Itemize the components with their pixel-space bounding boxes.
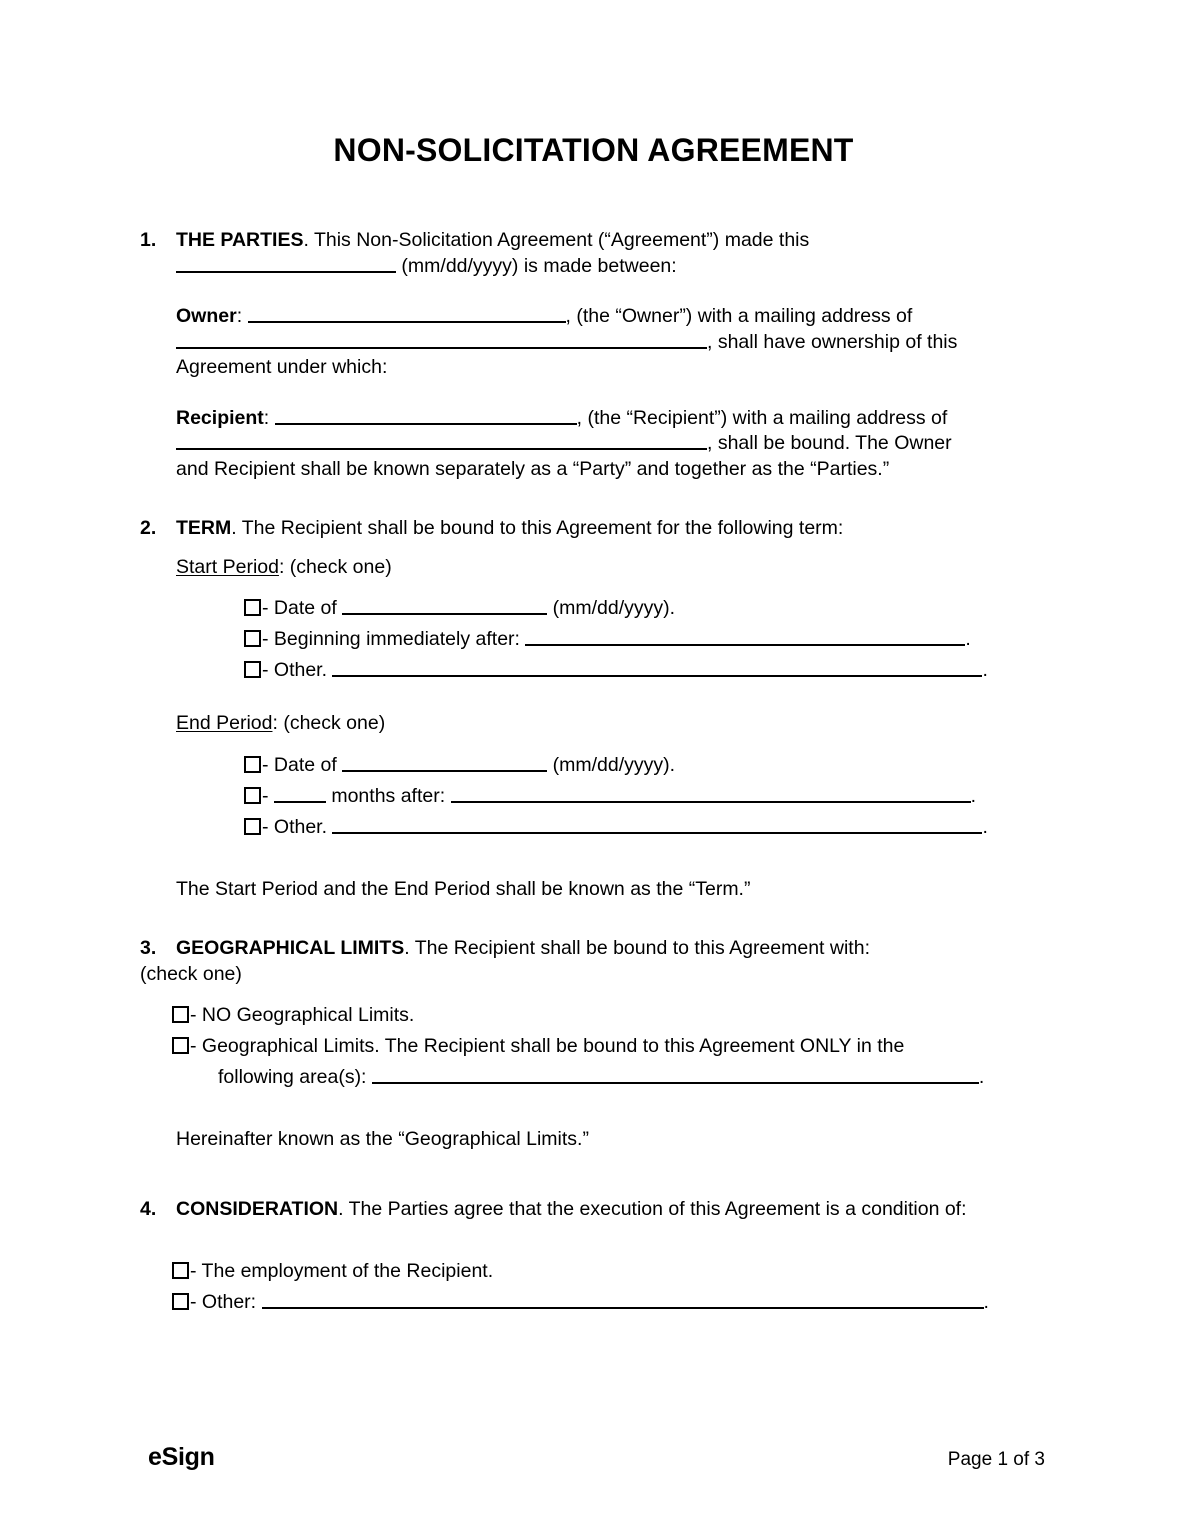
geo-option-none-label: - NO Geographical Limits. [190, 1004, 415, 1026]
geo-area-blank[interactable] [372, 1066, 979, 1084]
geo-option-limits-label: - Geographical Limits. The Recipient shall be bound to this Agreement ONLY in the [190, 1035, 905, 1057]
clause-3-geographical-limits [140, 936, 1040, 987]
geo-option-limits[interactable] [172, 1031, 1040, 1093]
clause-3-heading: GEOGRAPHICAL LIMITS [176, 937, 405, 959]
consideration-other-prefix: - Other: [190, 1291, 262, 1313]
geo-option-none[interactable] [172, 1000, 1040, 1031]
document-body [140, 228, 1040, 1318]
recipient-label: Recipient [176, 406, 264, 429]
owner-label-sep: : [236, 305, 248, 327]
term-closing-text: The Start Period and the End Period shall be known as the “Term.” [176, 877, 751, 900]
start-period-check-one: : (check one) [278, 555, 392, 578]
end-period-other-prefix: - Other. [262, 815, 333, 838]
start-period-option-immediately[interactable] [244, 624, 1040, 655]
checkbox-icon[interactable] [244, 818, 261, 835]
end-period-options [244, 750, 1040, 843]
clause-1-the-parties [140, 228, 1040, 279]
end-period-months-mid: months after: [325, 784, 451, 807]
clause-3-number: 3. [140, 937, 157, 959]
checkbox-icon[interactable] [244, 630, 261, 647]
owner-after-address-text: , shall have ownership of this [707, 330, 958, 353]
checkbox-icon[interactable] [244, 787, 261, 804]
owner-label: Owner [176, 305, 237, 327]
page-footer [140, 1443, 1047, 1483]
clause-3-check-one: (check one) [140, 962, 242, 985]
end-period-date-prefix: - Date of [262, 753, 343, 776]
consideration-option-other[interactable] [172, 1287, 1040, 1318]
start-period-other-prefix: - Other. [262, 659, 333, 681]
clause-2-heading: TERM [176, 517, 232, 539]
end-period-months-after-blank[interactable] [451, 785, 971, 803]
clause-4-number: 4. [140, 1197, 157, 1220]
geo-area-suffix: . [978, 1066, 985, 1088]
geo-area-prefix: following area(s): [218, 1066, 372, 1088]
end-period-check-one: : (check one) [272, 712, 386, 734]
clause-2-number: 2. [140, 517, 157, 539]
clause-2-intro-text: . The Recipient shall be bound to this Agreement for the following term: [231, 517, 844, 539]
recipient-after-name-text: , (the “Recipient”) with a mailing address of [576, 406, 948, 429]
end-period-option-months[interactable] [244, 781, 1040, 812]
clause-4-intro-text: . The Parties agree that the execution of this Agreement is a condition of: [338, 1197, 967, 1220]
clause-2-term [140, 516, 1040, 542]
checkbox-icon[interactable] [172, 1006, 189, 1023]
clause-1-number: 1. [140, 229, 157, 251]
owner-block [176, 304, 1040, 381]
checkbox-icon[interactable] [244, 661, 261, 678]
end-period-months-prefix: - [262, 784, 274, 807]
consideration-other-suffix: . [983, 1291, 989, 1313]
recipient-label-sep: : [263, 406, 275, 429]
start-period-other-suffix: . [982, 659, 988, 681]
start-period-immediately-suffix: . [965, 628, 971, 650]
recipient-after-address-text: , shall be bound. The Owner [707, 432, 952, 454]
consideration-option-employment[interactable] [172, 1256, 1040, 1287]
checkbox-icon[interactable] [244, 599, 261, 616]
end-period-date-suffix: (mm/dd/yyyy). [547, 753, 676, 776]
recipient-tail-text: and Recipient shall be known separately as a “Party” and together as the “Parties.” [176, 457, 890, 480]
end-period-date-blank[interactable] [342, 754, 547, 772]
start-period-immediately-blank[interactable] [525, 628, 965, 646]
clause-4-heading: CONSIDERATION [176, 1197, 339, 1220]
end-period-months-count-blank[interactable] [274, 785, 326, 803]
end-period-other-blank[interactable] [332, 816, 982, 834]
recipient-block [176, 406, 1040, 483]
consideration-options [172, 1256, 1040, 1318]
start-period-date-suffix: (mm/dd/yyyy). [547, 597, 676, 619]
geo-closing-text: Hereinafter known as the “Geographical Limits.” [176, 1128, 589, 1150]
clause-1-intro-text: . This Non-Solicitation Agreement (“Agreement”) made this [303, 229, 810, 251]
start-period-option-other[interactable] [244, 655, 1040, 686]
consideration-other-blank[interactable] [262, 1291, 984, 1309]
esign-brand-logo: eSign [148, 1443, 215, 1471]
end-period-label: End Period [176, 712, 273, 734]
owner-name-blank[interactable] [248, 305, 566, 323]
end-period-months-suffix: . [970, 784, 976, 807]
start-period-other-blank[interactable] [332, 659, 982, 677]
recipient-address-blank[interactable] [176, 432, 707, 450]
checkbox-icon[interactable] [244, 756, 261, 773]
agreement-date-format-label: (mm/dd/yyyy) is made between: [401, 254, 677, 277]
checkbox-icon[interactable] [172, 1293, 189, 1310]
owner-after-name-text: , (the “Owner”) with a mailing address of [565, 305, 913, 327]
page-number-label: Page 1 of 3 [947, 1449, 1045, 1470]
recipient-name-blank[interactable] [275, 407, 577, 425]
end-period-option-other[interactable] [244, 812, 1040, 843]
end-period-block [176, 711, 1040, 737]
checkbox-icon[interactable] [172, 1262, 189, 1279]
clause-4-consideration [140, 1197, 1040, 1223]
page-title: NON-SOLICITATION AGREEMENT [333, 132, 854, 168]
start-period-label: Start Period [176, 555, 279, 578]
consideration-employment-label: - The employment of the Recipient. [190, 1260, 494, 1282]
start-period-block [176, 555, 1040, 581]
owner-tail-text: Agreement under which: [176, 356, 388, 378]
checkbox-icon[interactable] [172, 1037, 189, 1054]
start-period-date-prefix: - Date of [262, 597, 343, 619]
start-period-options [244, 593, 1040, 686]
agreement-date-blank[interactable] [176, 255, 396, 273]
end-period-option-date[interactable] [244, 750, 1040, 781]
start-period-option-date[interactable] [244, 593, 1040, 624]
start-period-immediately-prefix: - Beginning immediately after: [262, 628, 526, 650]
end-period-other-suffix: . [982, 815, 988, 838]
start-period-date-blank[interactable] [342, 597, 547, 615]
owner-address-blank[interactable] [176, 331, 707, 349]
clause-3-intro-text: . The Recipient shall be bound to this Agreement with: [404, 937, 870, 959]
geographical-limits-options [172, 1000, 1040, 1093]
clause-1-heading: THE PARTIES [176, 229, 304, 251]
